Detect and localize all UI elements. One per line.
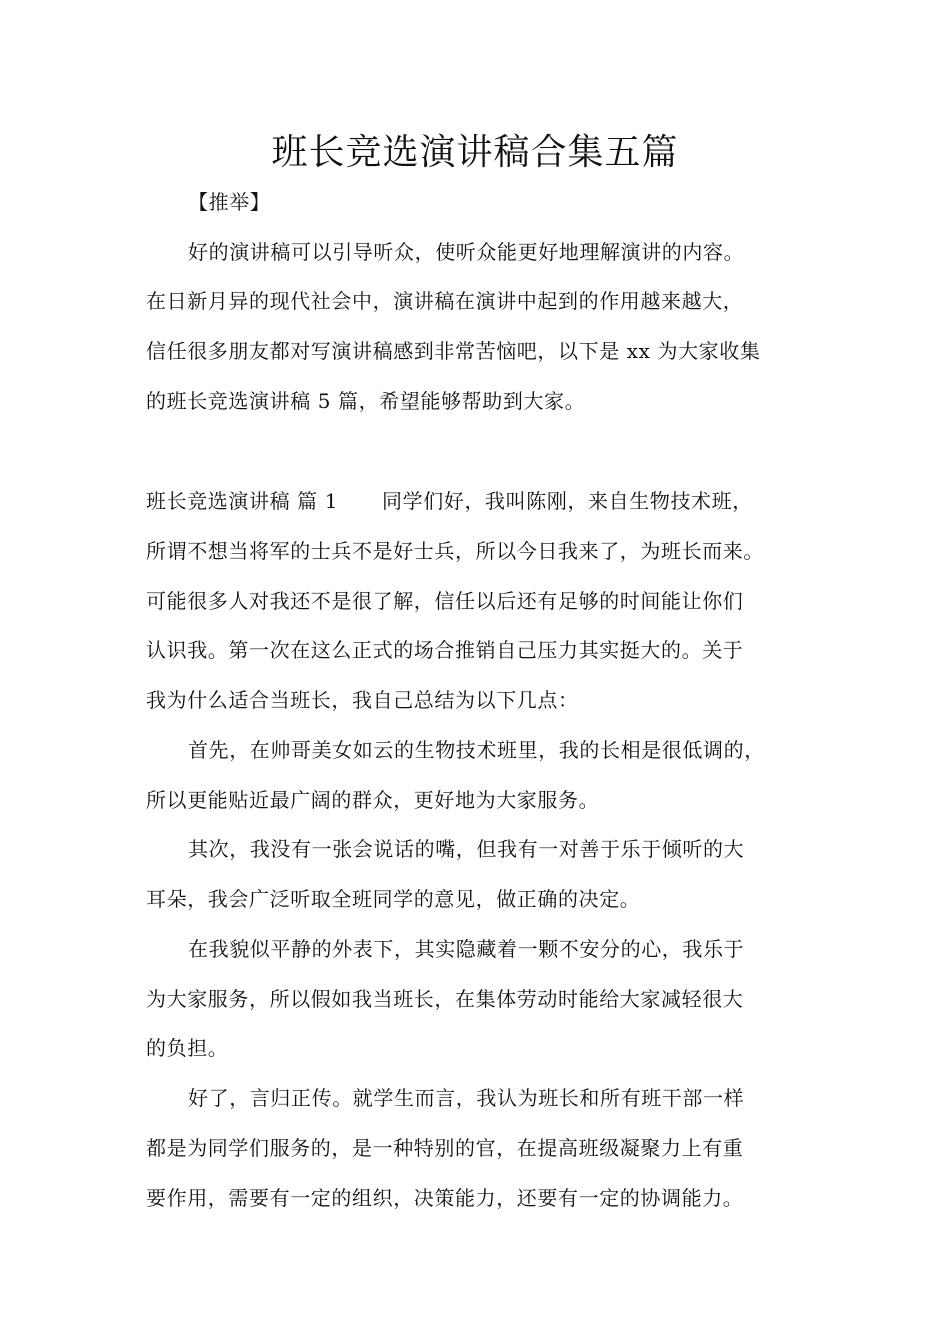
intro-line-3: 信任很多朋友都对写演讲稿感到非常苦恼吧，以下是 xx 为大家收集 <box>146 339 761 363</box>
body-line: 首先，在帅哥美女如云的生物技术班里，我的长相是很低调的， <box>188 738 765 762</box>
body-line: 都是为同学们服务的，是一种特别的官，在提高班级凝聚力上有重 <box>146 1136 744 1160</box>
body-line: 其次，我没有一张会说话的嘴，但我有一对善于乐于倾听的大 <box>188 837 745 861</box>
body-line: 要作用，需要有一定的组织，决策能力，还要有一定的协调能力。 <box>146 1186 744 1210</box>
intro-line-4: 的班长竞选演讲稿 5 篇，希望能够帮助到大家。 <box>146 389 586 413</box>
intro-line-1: 好的演讲稿可以引导听众，使听众能更好地理解演讲的内容。 <box>188 240 745 264</box>
body-line: 为大家服务，所以假如我当班长，在集体劳动时能给大家减轻很大 <box>146 987 744 1011</box>
body-line: 耳朵，我会广泛听取全班同学的意见，做正确的决定。 <box>146 887 641 911</box>
section-1-heading: 班长竞选演讲稿 篇 1 <box>146 489 339 513</box>
body-line: 好了，言归正传。就学生而言，我认为班长和所有班干部一样 <box>188 1086 745 1110</box>
document-title: 班长竞选演讲稿合集五篇 <box>271 132 679 173</box>
body-line: 可能很多人对我还不是很了解，信任以后还有足够的时间能让你们 <box>146 589 744 613</box>
body-line: 在我貌似平静的外表下，其实隐藏着一颗不安分的心，我乐于 <box>188 937 745 961</box>
intro-line-2: 在日新月异的现代社会中，演讲稿在演讲中起到的作用越来越大， <box>146 289 744 313</box>
body-line: 认识我。第一次在这么正式的场合推销自己压力其实挺大的。关于 <box>146 638 744 662</box>
recommend-tag: 【推举】 <box>188 190 271 214</box>
body-line: 我为什么适合当班长，我自己总结为以下几点： <box>146 688 579 712</box>
body-line: 的负担。 <box>146 1036 229 1060</box>
section-1-opening <box>146 487 753 515</box>
body-line: 所谓不想当将军的士兵不是好士兵，所以今日我来了，为班长而来。 <box>146 539 764 563</box>
body-line: 所以更能贴近最广阔的群众，更好地为大家服务。 <box>146 788 600 812</box>
section-1-first-sentence: 同学们好，我叫陈刚，来自生物技术班， <box>382 489 753 513</box>
